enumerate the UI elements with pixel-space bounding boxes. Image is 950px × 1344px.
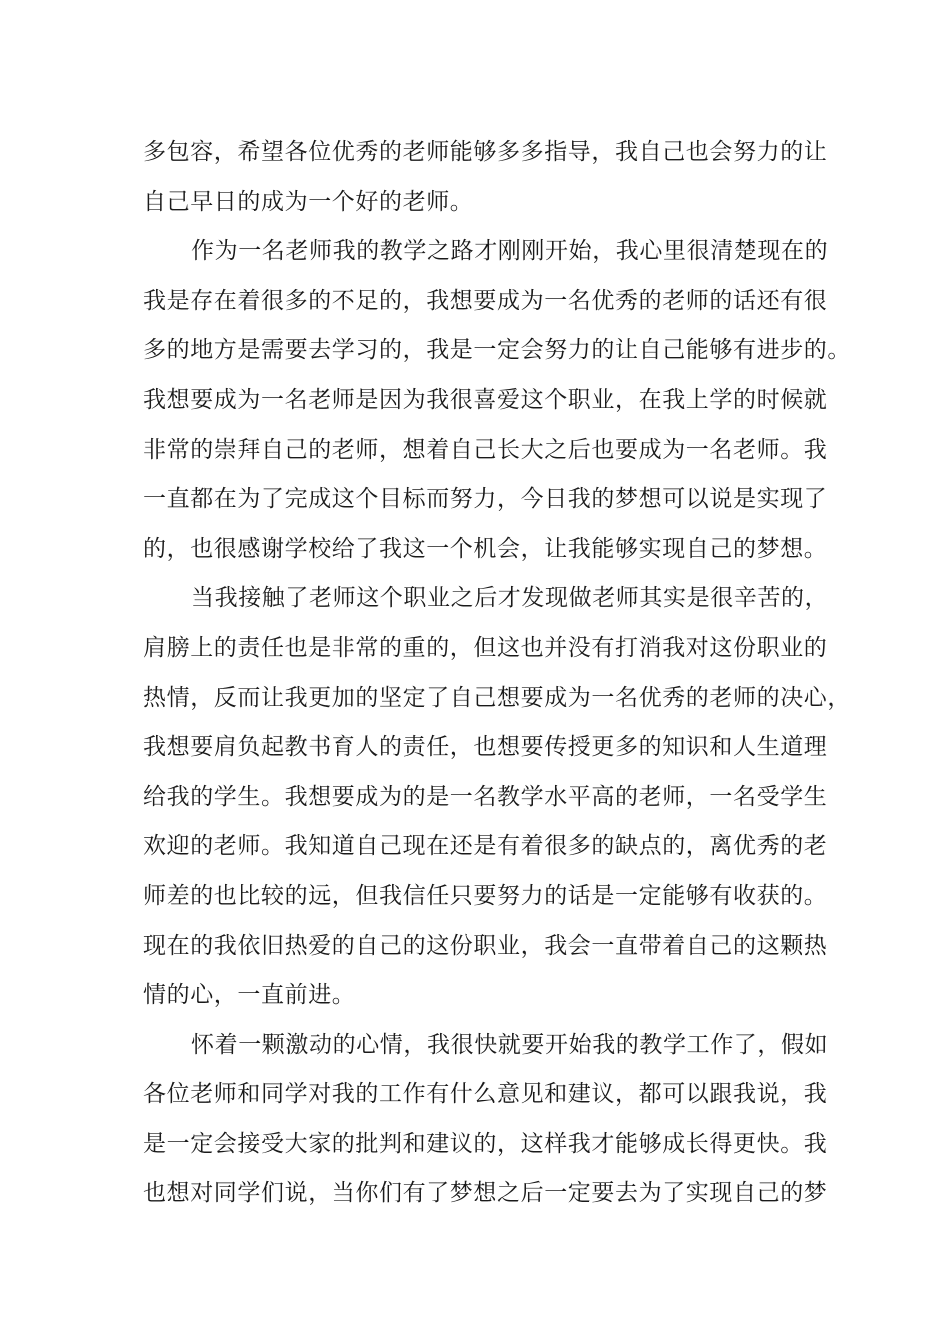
text-line: 各位老师和同学对我的工作有什么意见和建议，都可以跟我说，我	[143, 1081, 828, 1108]
text-line: 热情，反而让我更加的坚定了自己想要成为一名优秀的老师的决心，	[143, 684, 851, 711]
text-line: 师差的也比较的远，但我信任只要努力的话是一定能够有收获的。	[143, 882, 828, 909]
paragraph-first-line: 当我接触了老师这个职业之后才发现做老师其实是很辛苦的，	[191, 585, 829, 612]
text-line: 肩膀上的责任也是非常的重的，但这也并没有打消我对这份职业的	[143, 634, 828, 661]
text-line: 我是存在着很多的不足的，我想要成为一名优秀的老师的话还有很	[143, 287, 828, 314]
body-text	[143, 128, 851, 1219]
text-line: 是一定会接受大家的批判和建议的，这样我才能够成长得更快。我	[143, 1130, 828, 1157]
paragraph-first-line: 作为一名老师我的教学之路才刚刚开始，我心里很清楚现在的	[191, 238, 829, 265]
text-line: 给我的学生。我想要成为的是一名教学水平高的老师，一名受学生	[143, 783, 828, 810]
text-line: 欢迎的老师。我知道自己现在还是有着很多的缺点的，离优秀的老	[143, 833, 828, 860]
text-line: 多包容，希望各位优秀的老师能够多多指导，我自己也会努力的让	[143, 139, 828, 165]
text-line: 一直都在为了完成这个目标而努力，今日我的梦想可以说是实现了	[143, 486, 828, 513]
text-line: 我想要肩负起教书育人的责任，也想要传授更多的知识和人生道理	[143, 734, 828, 761]
text-line: 现在的我依旧热爱的自己的这份职业，我会一直带着自己的这颗热	[143, 932, 828, 959]
text-line: 非常的崇拜自己的老师，想着自己长大之后也要成为一名老师。我	[143, 436, 828, 463]
text-line: 自己早日的成为一个好的老师。	[143, 188, 474, 215]
text-line: 多的地方是需要去学习的，我是一定会努力的让自己能够有进步的。	[143, 337, 851, 364]
text-line: 情的心，一直前进。	[143, 982, 356, 1009]
text-line: 也想对同学们说，当你们有了梦想之后一定要去为了实现自己的梦	[143, 1180, 828, 1207]
text-line: 我想要成为一名老师是因为我很喜爱这个职业，在我上学的时候就	[143, 386, 828, 413]
text-line: 的，也很感谢学校给了我这一个机会，让我能够实现自己的梦想。	[143, 535, 828, 562]
paragraph-first-line: 怀着一颗激动的心情，我很快就要开始我的教学工作了，假如	[191, 1031, 829, 1058]
